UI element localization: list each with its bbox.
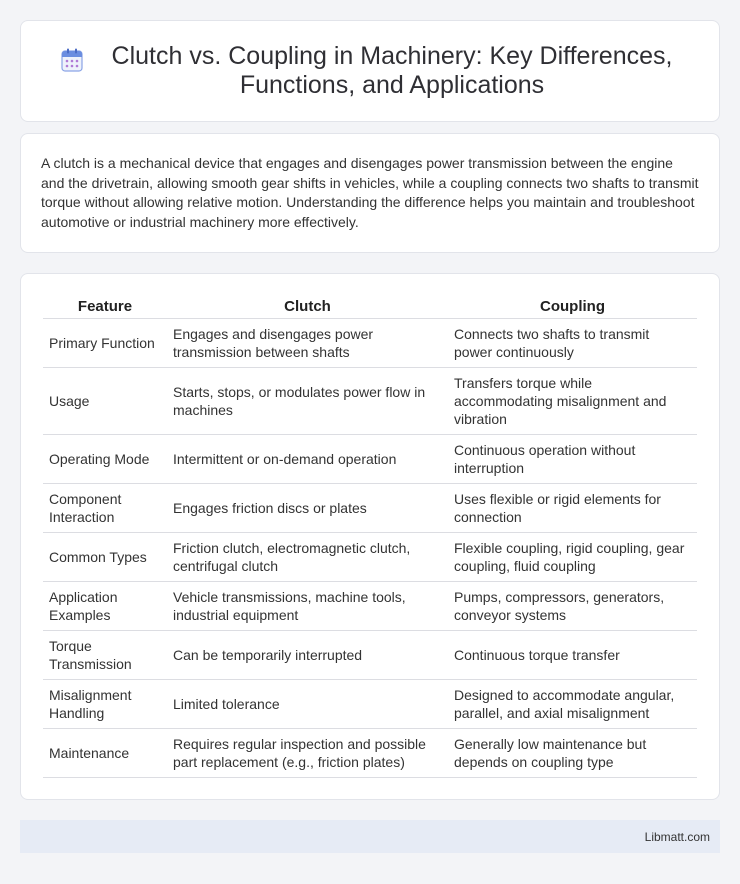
coupling-cell: Connects two shafts to transmit power continuously [448,318,697,367]
coupling-cell: Flexible coupling, rigid coupling, gear coupling, fluid coupling [448,532,697,581]
table-header-row [43,294,697,318]
table-row [43,581,697,630]
clutch-cell: Engages and disengages power transmission between shafts [167,318,448,367]
table-row [43,483,697,532]
header-feature: Feature [43,294,167,318]
clutch-cell: Requires regular inspection and possible part replacement (e.g., friction plates) [167,728,448,777]
clutch-cell: Starts, stops, or modulates power flow in machines [167,367,448,434]
comparison-table-card [20,273,720,800]
table-row [43,728,697,777]
intro-paragraph: A clutch is a mechanical device that engages and disengages power transmission between the engine and the drivetrain, allowing smooth gear shifts in vehicles, while a coupling connects two shafts to transmit torque without allowing relative motion. Understanding the difference helps you maintain and troubleshoot automotive or industrial machinery more effectively. [41,155,699,230]
header-clutch: Clutch [167,294,448,318]
clutch-cell: Limited tolerance [167,679,448,728]
coupling-cell: Uses flexible or rigid elements for connection [448,483,697,532]
table-row [43,367,697,434]
coupling-cell: Continuous torque transfer [448,630,697,679]
coupling-cell: Transfers torque while accommodating misalignment and vibration [448,367,697,434]
footer-site-link[interactable]: Libmatt.com [644,829,710,844]
feature-cell: Maintenance [43,728,167,777]
feature-cell: Common Types [43,532,167,581]
feature-cell: Component Interaction [43,483,167,532]
clutch-cell: Vehicle transmissions, machine tools, industrial equipment [167,581,448,630]
page-title: Clutch vs. Coupling in Machinery: Key Differences, Functions, and Applications [111,42,673,99]
coupling-cell: Generally low maintenance but depends on coupling type [448,728,697,777]
feature-cell: Application Examples [43,581,167,630]
coupling-cell: Continuous operation without interruption [448,434,697,483]
table-row [43,679,697,728]
feature-cell: Usage [43,367,167,434]
coupling-cell: Designed to accommodate angular, parallel, and axial misalignment [448,679,697,728]
feature-cell: Operating Mode [43,434,167,483]
coupling-cell: Pumps, compressors, generators, conveyor systems [448,581,697,630]
table-row [43,532,697,581]
table-row [43,434,697,483]
footer [20,820,720,853]
comparison-table [43,294,697,778]
clutch-cell: Can be temporarily interrupted [167,630,448,679]
clutch-cell: Intermittent or on-demand operation [167,434,448,483]
feature-cell: Primary Function [43,318,167,367]
calendar-icon [61,48,83,72]
table-row [43,318,697,367]
feature-cell: Torque Transmission [43,630,167,679]
intro-card [20,133,720,253]
clutch-cell: Engages friction discs or plates [167,483,448,532]
feature-cell: Misalignment Handling [43,679,167,728]
title-wrap [21,42,719,100]
table-row [43,630,697,679]
title-card [20,20,720,122]
header-coupling: Coupling [448,294,697,318]
clutch-cell: Friction clutch, electromagnetic clutch, centrifugal clutch [167,532,448,581]
